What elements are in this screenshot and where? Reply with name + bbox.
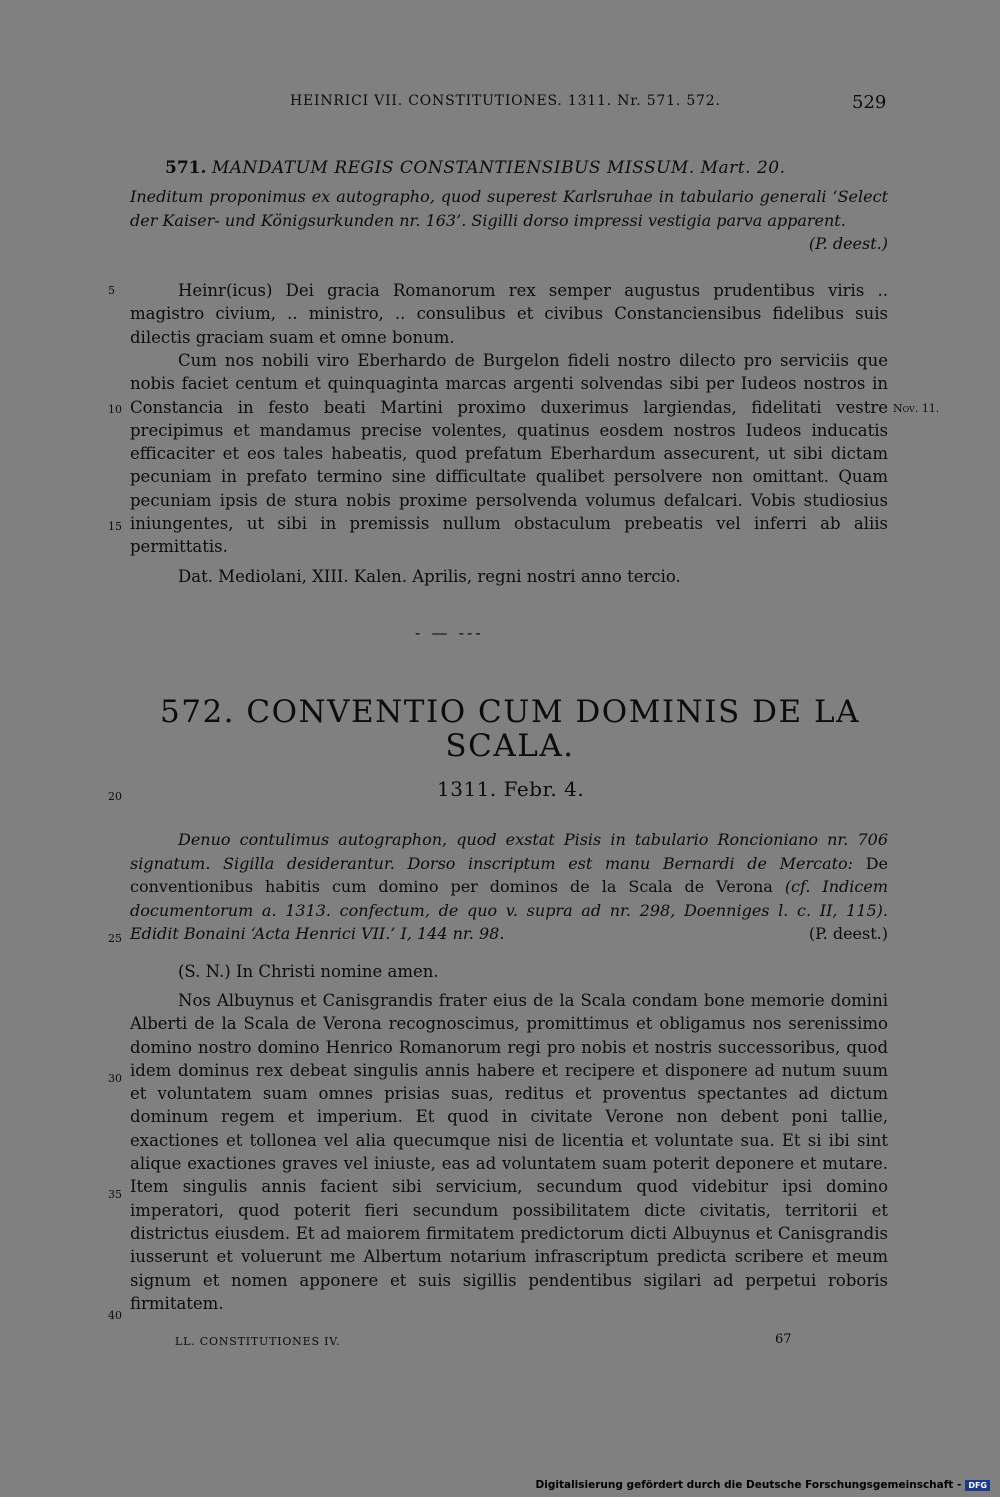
line-number-35: 35 [108,1188,122,1201]
margin-note-date: Nov. 11. [893,402,940,415]
doc-572-title: 572. CONVENTIO CUM DOMINIS DE LA SCALA. [160,694,860,764]
doc-571-heading [165,158,785,178]
line-number-40: 40 [108,1309,122,1322]
line-number-20: 20 [108,790,122,803]
doc-571-number: 571. [165,158,207,178]
doc-572-date: 1311. Febr. 4. [437,777,585,801]
line-number-5: 5 [108,284,115,297]
line-number-15: 15 [108,520,122,533]
doc-571-intro-text: Ineditum proponimus ex autographo, quod superest Karlsruhae in tabulario generali ‘Select der Kaiser- und Königsurkunden nr. 163’. Sigilli dorso impressi vestigia parva apparent. [130,187,888,230]
line-number-30: 30 [108,1072,122,1085]
doc-571-title: MANDATUM REGIS CONSTANTIENSIBUS MISSUM. Mart. 20. [211,158,786,178]
doc-572-invocatio: (S. N.) In Christi nomine amen. [178,962,439,981]
dfg-credit-text: Digitalisierung gefördert durch die Deutsche Forschungsgemeinschaft - [535,1479,962,1491]
dfg-credit [536,1479,990,1491]
page-number: 529 [852,92,887,113]
doc-572-intro-b: De conventionibus habitis cum domino per dominos de la Scala de Verona [130,853,888,896]
doc-571-intro [130,185,888,256]
line-number-25: 25 [108,932,122,945]
footer-series: LL. CONSTITUTIONES IV. [175,1335,341,1348]
doc-572-intro [130,828,888,946]
doc-572-intro-c: (cf. Indicem documentorum a. 1313. confectum, de quo v. supra ad nr. 298, Doenniges l. c. II, 115). Edidit Bonaini ‘Acta Henrici VII.’ I, 144 nr. 98. [130,877,889,943]
doc-572-body: Nos Albuynus et Canisgrandis frater eius de la Scala condam bone memorie domini Alberti de la Scala de Verona recognoscimus, promittimus et obligamus nos serenissimo domino nostro domino Henrico Romanorum regi pro nobis et nostris successoribus, quod idem dominus rex debeat singulis annis habere et recipere et disponere ad nutum suum et voluntatem suam omnes prisias suas, reditus et proventus spectantes ad dictum dominum regem et imperium. Et quod in civitate Verone non debent poni tallie, exactiones et tollonea vel alia quecumque nisi de licentia et voluntate sua. Et si ibi sint alique exactiones graves vel iniuste, eas ad voluntatem suam poterit deponere et mutare. Item singulis annis facient sibi servicium, secundum quod videbitur ipsi domino imperatori, quod poterit fieri secundum possibilitatem dicte civitatis, territorii et districtus eiusdem. Et ad maiorem firmitatem predictorum dicti Albuynus et Canisgrandis iusserunt et voluerunt me Albertum notarium infrascriptum predicta scribere et meum signum et nomen apponere et suis sigillis pendentibus sigilari ad perpetui roboris firmitatem. [130,991,888,1313]
doc-571-intitulatio [130,279,888,349]
footer-signature: 67 [775,1332,792,1347]
doc-571-para1-text: Heinr(icus) Dei gracia Romanorum rex semper augustus prudentibus viris .. magistro civium, .. ministro, .. consulibus et civibus Constanciensibus fidelibus suis dilectis graciam suam et omne bonum. [130,281,888,347]
doc-571-siglum: (P. deest.) [808,234,888,253]
doc-572-siglum: (P. deest.) [808,924,888,943]
dfg-logo-icon: DFG [965,1480,990,1491]
doc-571-body: Cum nos nobili viro Eberhardo de Burgelon fideli nostro dilecto pro serviciis que nobis faciet centum et quinquaginta marcas argenti solvendas sibi per Iudeos nostros in Constancia in festo beati Martini proximo duxerimus largiendas, fidelitati vestre precipimus et mandamus precise volentes, quatinus eosdem nostros Iudeos inducatis efficaciter et eos tales habeatis, quod prefatum Eberhardum assecurent, ut sibi dictam pecuniam in prefato termino sine difficultate qualibet persolvere non omittant. Quam pecuniam ipsis de stura nobis proxime persolvenda volumus defalcari. Vobis studiosius iniungentes, ut sibi in premissis nullum obstaculum prebeatis vel inferri ab aliis permittatis. [130,351,888,557]
running-head: HEINRICI VII. CONSTITUTIONES. 1311. Nr. 571. 572. [290,93,721,109]
line-number-10: 10 [108,403,122,416]
doc-571-datum: Dat. Mediolani, XIII. Kalen. Aprilis, regni nostri anno tercio. [178,567,681,586]
doc-572-intro-a: Denuo contulimus autographon, quod exstat Pisis in tabulario Roncioniano nr. 706 signatum. Sigilla desiderantur. Dorso inscriptum est manu Bernardi de Mercato: [130,830,888,873]
section-divider: - — --- [415,623,484,642]
